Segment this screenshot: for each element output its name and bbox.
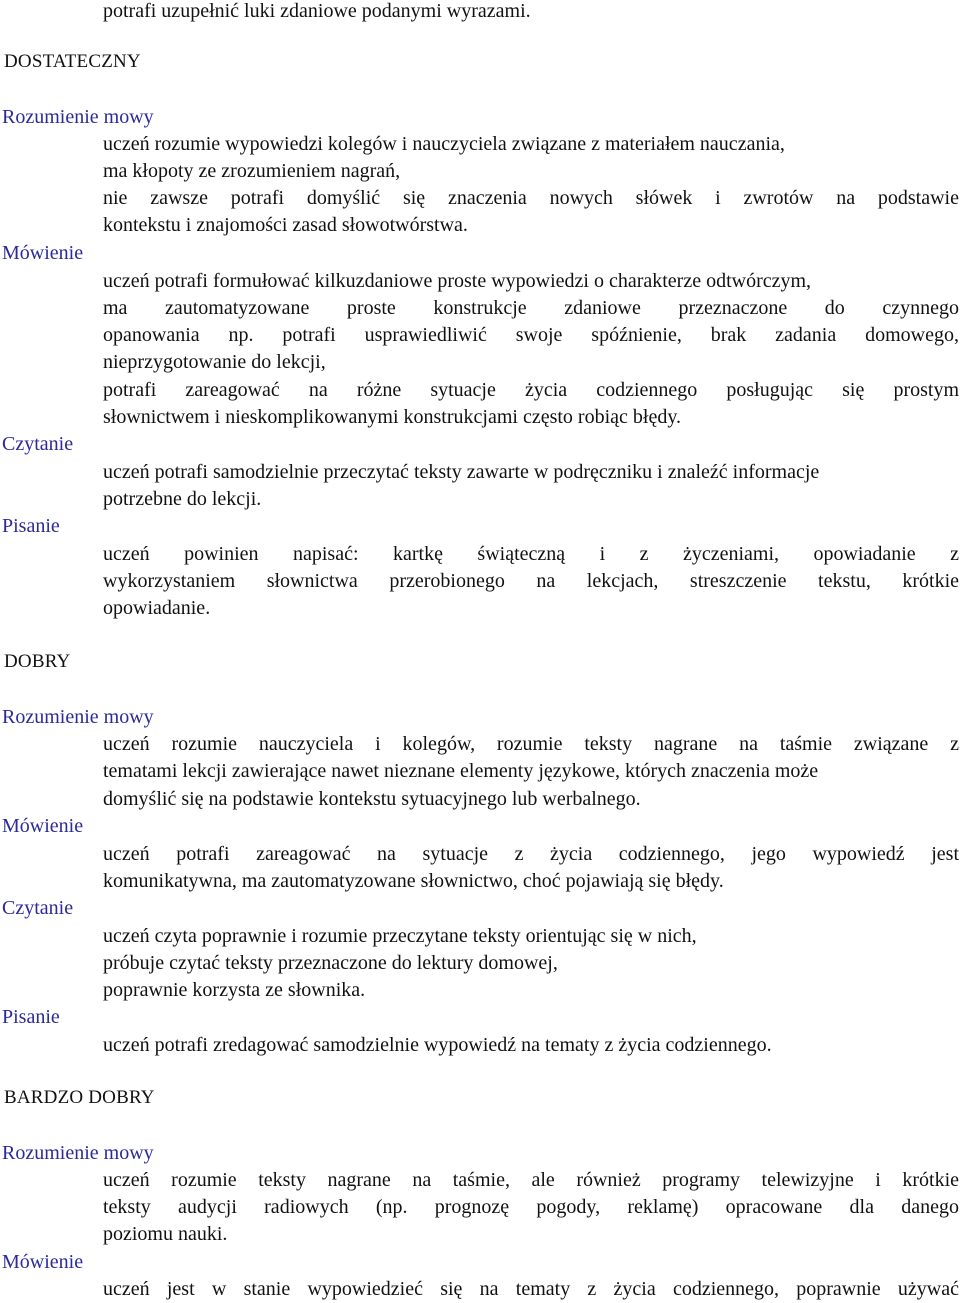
text-line: uczeń jest w stanie wypowiedzieć się na tematy z życia codziennego, poprawnie używać <box>103 1278 959 1300</box>
skill-label-rozumienie-mowy: Rozumienie mowy <box>2 706 154 728</box>
text-line: wykorzystaniem słownictwa przerobionego na lekcjach, streszczenie tekstu, krótkie <box>103 570 959 592</box>
text-line: uczeń powinien napisać: kartkę świąteczną i z życzeniami, opowiadanie z <box>103 543 959 565</box>
skill-label-rozumienie-mowy: Rozumienie mowy <box>2 106 154 128</box>
text-line: ma zautomatyzowane proste konstrukcje zdaniowe przeznaczone do czynnego <box>103 297 959 319</box>
text-line: potrzebne do lekcji. <box>103 488 262 510</box>
skill-label-mowienie: Mówienie <box>2 242 84 264</box>
text-line: poprawnie korzysta ze słownika. <box>103 979 366 1001</box>
text-line: potrafi zareagować na różne sytuacje życia codziennego posługując się prostym <box>103 379 959 401</box>
intro-line: potrafi uzupełnić luki zdaniowe podanymi wyrazami. <box>103 0 531 22</box>
text-line: próbuje czytać teksty przeznaczone do lektury domowej, <box>103 952 558 974</box>
text-line: uczeń rozumie wypowiedzi kolegów i nauczyciela związane z materiałem nauczania, <box>103 133 785 155</box>
grade-heading-dostateczny: DOSTATECZNY <box>4 51 141 72</box>
text-line: komunikatywna, ma zautomatyzowane słownictwo, choć pojawiają się błędy. <box>103 870 724 892</box>
grade-heading-dobry: DOBRY <box>4 651 71 672</box>
text-line: uczeń rozumie nauczyciela i kolegów, rozumie teksty nagrane na taśmie związane z <box>103 733 959 755</box>
text-line: opowiadanie. <box>103 597 211 619</box>
text-line: opanowania np. potrafi usprawiedliwić swoje spóźnienie, brak zadania domowego, <box>103 324 959 346</box>
text-line: poziomu nauki. <box>103 1223 228 1245</box>
text-line: słownictwem i nieskomplikowanymi konstrukcjami często robiąc błędy. <box>103 406 682 428</box>
text-line: uczeń potrafi samodzielnie przeczytać teksty zawarte w podręczniku i znaleźć informacje <box>103 461 820 483</box>
skill-label-pisanie: Pisanie <box>2 515 60 537</box>
skill-label-mowienie: Mówienie <box>2 1251 84 1273</box>
text-line: ma kłopoty ze zrozumieniem nagrań, <box>103 160 401 182</box>
text-line: tematami lekcji zawierające nawet nieznane elementy językowe, których znaczenia może <box>103 760 819 782</box>
text-line: uczeń rozumie teksty nagrane na taśmie, ale również programy telewizyjne i krótkie <box>103 1169 959 1191</box>
text-line: uczeń czyta poprawnie i rozumie przeczytane teksty orientując się w nich, <box>103 925 697 947</box>
text-line: nieprzygotowanie do lekcji, <box>103 351 326 373</box>
skill-label-mowienie: Mówienie <box>2 815 84 837</box>
grade-heading-bardzo-dobry: BARDZO DOBRY <box>4 1087 155 1108</box>
text-line: teksty audycji radiowych (np. prognozę pogody, reklamę) opracowane dla danego <box>103 1196 959 1218</box>
text-line: uczeń potrafi zareagować na sytuacje z życia codziennego, jego wypowiedź jest <box>103 843 959 865</box>
text-line: domyślić się na podstawie kontekstu sytuacyjnego lub werbalnego. <box>103 788 641 810</box>
text-line: nie zawsze potrafi domyślić się znaczenia nowych słówek i zwrotów na podstawie <box>103 187 959 209</box>
text-line: kontekstu i znajomości zasad słowotwórstwa. <box>103 214 468 236</box>
text-line: uczeń potrafi formułować kilkuzdaniowe proste wypowiedzi o charakterze odtwórczym, <box>103 270 812 292</box>
skill-label-pisanie: Pisanie <box>2 1006 60 1028</box>
text-line: uczeń potrafi zredagować samodzielnie wypowiedź na tematy z życia codziennego. <box>103 1034 772 1056</box>
skill-label-czytanie: Czytanie <box>2 433 74 455</box>
skill-label-czytanie: Czytanie <box>2 897 74 919</box>
skill-label-rozumienie-mowy: Rozumienie mowy <box>2 1142 154 1164</box>
